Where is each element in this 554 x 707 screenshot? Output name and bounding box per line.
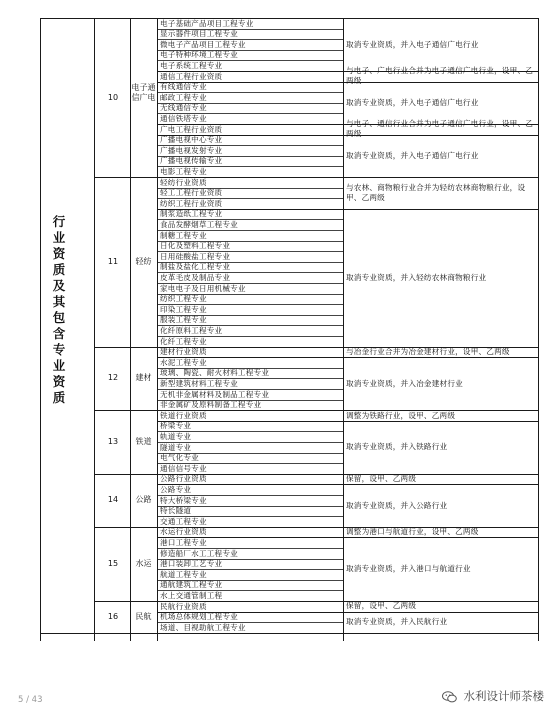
item-label: 电气化专业 <box>160 453 199 463</box>
item-label: 通航建筑工程专业 <box>160 580 223 590</box>
wechat-icon <box>442 691 457 703</box>
industry-name: 建材 <box>135 373 152 383</box>
column-line <box>538 18 539 641</box>
item-label: 特长隧道 <box>160 506 192 516</box>
note-label: 取消专业资质，并入港口与航道行业 <box>346 564 471 574</box>
note-label: 取消专业资质，并入公路行业 <box>346 500 448 510</box>
industry-name: 公路 <box>135 495 152 505</box>
group-number: 11 <box>107 256 119 266</box>
note-label: 与电子、广电行业合并为电子通信广电行业，设甲、乙 <box>346 66 534 76</box>
note-label: 取消专业资质，并入轻纺农林商物粮行业 <box>346 272 487 282</box>
item-label: 制浆造纸工程专业 <box>160 209 223 219</box>
item-label: 食品发酵烟草工程专业 <box>160 220 238 229</box>
item-label: 桥梁专业 <box>160 421 192 431</box>
item-label: 水泥工程专业 <box>160 357 207 367</box>
industry-name: 民航 <box>135 611 152 621</box>
item-label: 广播电视发射专业 <box>160 145 223 155</box>
note-label: 与冶金行业合并为冶金建材行业，设甲、乙两级 <box>346 346 510 356</box>
item-label: 轨道专业 <box>160 432 192 441</box>
group-number: 14 <box>107 495 119 505</box>
watermark-text: 水利设计师茶楼 <box>463 689 544 703</box>
note-label: 取消专业资质，并入电子通信广电行业 <box>346 97 479 107</box>
note-label: 取消专业资质，并入铁路行业 <box>346 442 448 452</box>
block-divider <box>157 421 538 422</box>
item-label: 电子基础产品项目工程专业 <box>160 18 254 28</box>
group-divider <box>40 633 538 634</box>
item-label: 公路专业 <box>160 485 192 494</box>
note-label: 保留，设甲、乙两级 <box>346 474 417 484</box>
item-label: 电子系统工程专业 <box>160 61 223 70</box>
industry-name: 铁道 <box>135 437 152 446</box>
item-label: 无机非金属材料及制品工程专业 <box>160 389 270 399</box>
item-label: 机场总体规划工程专业 <box>160 612 238 622</box>
item-label: 电影工程专业 <box>160 167 207 176</box>
industry-name: 水运 <box>135 558 152 568</box>
item-label: 家电电子及日用机械专业 <box>160 283 246 293</box>
item-label: 轻纺行业资质 <box>160 177 207 187</box>
item-label: 日用硅酸盐工程专业 <box>160 251 231 261</box>
note-label: 与电子、通信行业合并为电子通信广电行业，设甲、乙 <box>346 119 534 129</box>
item-label: 新型建筑材料工程专业 <box>160 379 238 388</box>
note-label: 与农林、商物粮行业合并为轻纺农林商物粮行业，设甲、乙两级 <box>346 182 526 202</box>
item-label: 隧道专业 <box>160 442 192 452</box>
item-label: 服装工程专业 <box>160 315 207 325</box>
industry-name: 轻纺 <box>135 256 152 266</box>
item-label: 显示器件项目工程专业 <box>160 29 238 39</box>
column-line <box>40 18 41 641</box>
item-label: 广播电视中心专业 <box>160 135 223 145</box>
note-label: 取消专业资质，并入冶金建材行业 <box>346 378 463 388</box>
item-label: 有线通信专业 <box>160 82 207 92</box>
block-divider <box>157 484 538 485</box>
watermark <box>442 688 544 704</box>
item-label: 港口装卸工艺专业 <box>160 559 223 569</box>
item-label: 纺织工程行业资质 <box>160 198 223 208</box>
item-label: 通信工程行业资质 <box>160 71 223 81</box>
item-label: 公路行业资质 <box>160 474 207 484</box>
item-label: 建材行业资质 <box>160 347 207 357</box>
group-number: 16 <box>107 611 119 621</box>
note-label: 保留，设甲、乙两级 <box>346 601 417 611</box>
group-number: 10 <box>107 92 119 102</box>
item-label: 交通工程专业 <box>160 516 207 526</box>
item-label: 无线通信专业 <box>160 103 207 113</box>
item-label: 制糖工程专业 <box>160 230 207 240</box>
item-label: 场道、目视助航工程专业 <box>160 622 246 632</box>
item-label: 广播电视传输专业 <box>160 156 223 166</box>
column-line <box>94 18 95 641</box>
item-label: 制盐及盐化工程专业 <box>160 262 231 272</box>
item-label: 修造船厂水工工程专业 <box>160 548 238 558</box>
item-label: 通信信号专业 <box>160 463 207 473</box>
item-label: 水上交通管制工程 <box>160 591 223 600</box>
block-divider <box>157 82 538 83</box>
item-label: 非金属矿及原料制备工程专业 <box>160 400 262 410</box>
block-divider <box>157 357 538 358</box>
note-label: 取消专业资质，并入民航行业 <box>346 617 448 627</box>
column-line <box>343 18 344 641</box>
column-line <box>130 18 131 641</box>
item-label: 特大桥梁专业 <box>160 495 207 505</box>
group-number: 12 <box>107 373 119 383</box>
item-label: 广电工程行业资质 <box>160 124 223 134</box>
page-number: 5 / 43 <box>18 695 43 705</box>
item-label: 水运行业资质 <box>160 527 207 537</box>
note-label: 取消专业资质，并入电子通信广电行业 <box>346 39 479 49</box>
item-label: 皮革毛皮及制品专业 <box>160 273 231 282</box>
block-divider <box>157 537 538 538</box>
item-label: 纺织工程专业 <box>160 294 207 304</box>
table-top-border <box>40 18 538 19</box>
item-label: 微电子产品项目工程专业 <box>160 39 246 49</box>
column-line <box>157 18 158 641</box>
note-label: 调整为铁路行业，设甲、乙两级 <box>346 410 456 420</box>
section-label: 行业资质及其包含专业资质 <box>52 214 66 405</box>
item-label: 化纤工程专业 <box>160 336 207 346</box>
item-label: 港口工程专业 <box>160 538 207 547</box>
item-label: 轻工工程行业资质 <box>160 188 223 198</box>
item-label: 化纤原料工程专业 <box>160 326 223 335</box>
item-label: 通信铁塔专业 <box>160 114 207 123</box>
item-label: 铁道行业资质 <box>160 410 207 420</box>
item-label: 日化及塑料工程专业 <box>160 241 231 251</box>
item-label: 航道工程专业 <box>160 569 207 579</box>
industry-name: 电子通信广电 <box>131 82 156 102</box>
note-label: 取消专业资质，并入电子通信广电行业 <box>346 150 479 160</box>
note-label: 调整为港口与航道行业，设甲、乙两级 <box>346 527 479 537</box>
group-number: 13 <box>107 437 119 446</box>
item-label: 印染工程专业 <box>160 304 207 314</box>
group-number: 15 <box>107 558 119 568</box>
item-label: 玻璃、陶瓷、耐火材料工程专业 <box>160 368 270 378</box>
item-label: 民航行业资质 <box>160 601 207 611</box>
item-label: 电子特种环境工程专业 <box>160 50 238 60</box>
item-label: 邮政工程专业 <box>160 92 207 102</box>
